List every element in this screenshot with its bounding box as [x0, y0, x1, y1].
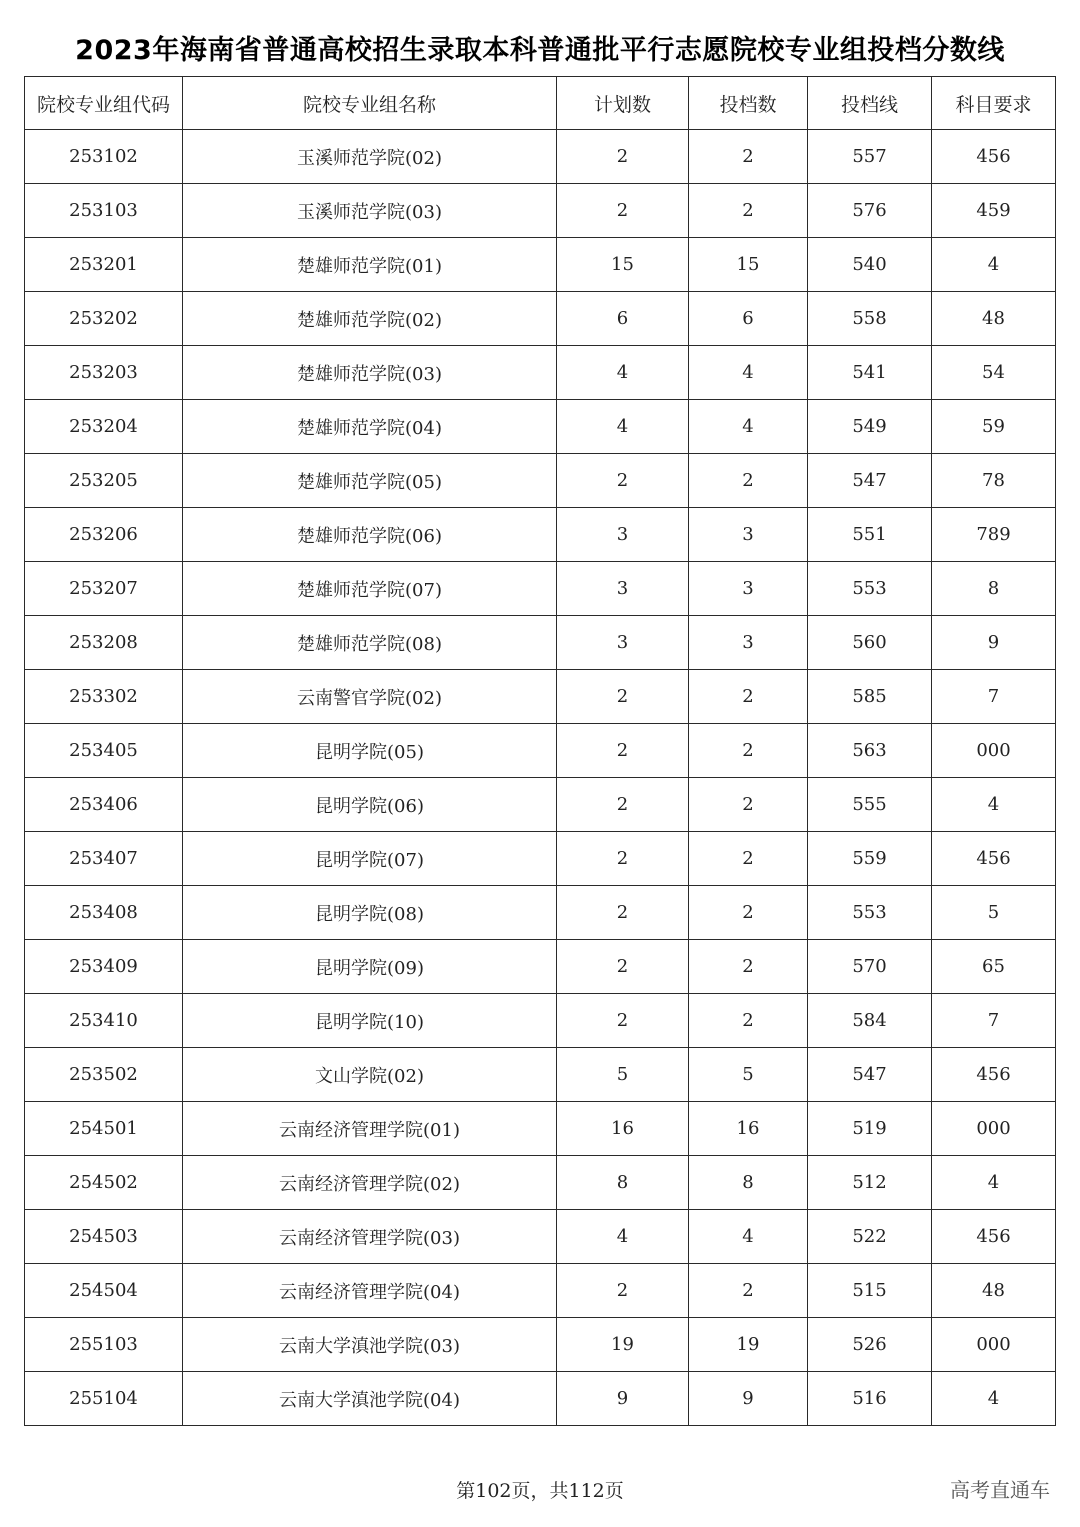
cell-cutoff-score: 540: [808, 238, 932, 292]
cell-submitted-count: 3: [689, 508, 808, 562]
cell-plan-count: 3: [557, 508, 689, 562]
cell-group-name: 昆明学院(10): [183, 994, 557, 1048]
table-row: [25, 886, 1056, 940]
cell-group-name: 云南经济管理学院(02): [183, 1156, 557, 1210]
cell-subject-requirement: 54: [932, 346, 1056, 400]
table-row: [25, 724, 1056, 778]
table-row: [25, 400, 1056, 454]
cell-subject-requirement: 456: [932, 130, 1056, 184]
cell-cutoff-score: 560: [808, 616, 932, 670]
cell-plan-count: 19: [557, 1318, 689, 1372]
cell-group-name: 楚雄师范学院(01): [183, 238, 557, 292]
header-group-name: 院校专业组名称: [183, 77, 557, 130]
cell-plan-count: 5: [557, 1048, 689, 1102]
cell-group-code: 253103: [25, 184, 183, 238]
cell-group-code: 253102: [25, 130, 183, 184]
cell-group-code: 255103: [25, 1318, 183, 1372]
cell-group-code: 254503: [25, 1210, 183, 1264]
cell-submitted-count: 2: [689, 670, 808, 724]
cell-cutoff-score: 551: [808, 508, 932, 562]
admission-score-table: [24, 76, 1056, 1426]
table-row: [25, 778, 1056, 832]
cell-group-code: 253204: [25, 400, 183, 454]
cell-submitted-count: 5: [689, 1048, 808, 1102]
table-row: [25, 1264, 1056, 1318]
cell-plan-count: 4: [557, 346, 689, 400]
cell-cutoff-score: 541: [808, 346, 932, 400]
cell-cutoff-score: 526: [808, 1318, 932, 1372]
cell-subject-requirement: 7: [932, 670, 1056, 724]
cell-plan-count: 9: [557, 1372, 689, 1426]
cell-cutoff-score: 547: [808, 454, 932, 508]
table-row: [25, 1102, 1056, 1156]
cell-plan-count: 2: [557, 994, 689, 1048]
cell-group-name: 玉溪师范学院(02): [183, 130, 557, 184]
cell-subject-requirement: 78: [932, 454, 1056, 508]
cell-subject-requirement: 456: [932, 1210, 1056, 1264]
header-group-code: 院校专业组代码: [25, 77, 183, 130]
cell-subject-requirement: 000: [932, 1102, 1056, 1156]
table-row: [25, 1210, 1056, 1264]
cell-group-name: 楚雄师范学院(02): [183, 292, 557, 346]
cell-subject-requirement: 789: [932, 508, 1056, 562]
watermark: 高考直通车: [950, 1478, 1050, 1502]
cell-plan-count: 8: [557, 1156, 689, 1210]
cell-plan-count: 2: [557, 130, 689, 184]
cell-plan-count: 2: [557, 886, 689, 940]
cell-subject-requirement: 65: [932, 940, 1056, 994]
cell-cutoff-score: 555: [808, 778, 932, 832]
cell-cutoff-score: 584: [808, 994, 932, 1048]
cell-group-code: 254504: [25, 1264, 183, 1318]
table-row: [25, 616, 1056, 670]
cell-group-code: 253202: [25, 292, 183, 346]
cell-subject-requirement: 000: [932, 1318, 1056, 1372]
cell-cutoff-score: 558: [808, 292, 932, 346]
cell-group-name: 云南经济管理学院(01): [183, 1102, 557, 1156]
cell-group-name: 昆明学院(08): [183, 886, 557, 940]
table-row: [25, 130, 1056, 184]
cell-subject-requirement: 4: [932, 1372, 1056, 1426]
cell-submitted-count: 4: [689, 1210, 808, 1264]
cell-subject-requirement: 4: [932, 778, 1056, 832]
page-title: 2023年海南省普通高校招生录取本科普通批平行志愿院校专业组投档分数线: [75, 35, 1005, 66]
cell-group-code: 253410: [25, 994, 183, 1048]
table-row: [25, 1156, 1056, 1210]
cell-group-code: 253406: [25, 778, 183, 832]
cell-subject-requirement: 456: [932, 832, 1056, 886]
cell-group-code: 253502: [25, 1048, 183, 1102]
cell-submitted-count: 2: [689, 130, 808, 184]
cell-plan-count: 2: [557, 724, 689, 778]
cell-group-name: 楚雄师范学院(04): [183, 400, 557, 454]
cell-group-code: 253409: [25, 940, 183, 994]
cell-submitted-count: 15: [689, 238, 808, 292]
cell-group-name: 云南经济管理学院(03): [183, 1210, 557, 1264]
header-submitted-count: 投档数: [689, 77, 808, 130]
cell-cutoff-score: 519: [808, 1102, 932, 1156]
cell-group-code: 254501: [25, 1102, 183, 1156]
cell-plan-count: 2: [557, 940, 689, 994]
cell-submitted-count: 2: [689, 832, 808, 886]
cell-submitted-count: 3: [689, 616, 808, 670]
cell-subject-requirement: 8: [932, 562, 1056, 616]
table-row: [25, 994, 1056, 1048]
cell-cutoff-score: 585: [808, 670, 932, 724]
cell-group-name: 昆明学院(06): [183, 778, 557, 832]
cell-cutoff-score: 553: [808, 886, 932, 940]
cell-group-name: 楚雄师范学院(03): [183, 346, 557, 400]
table-row: [25, 1318, 1056, 1372]
cell-subject-requirement: 9: [932, 616, 1056, 670]
cell-group-code: 253407: [25, 832, 183, 886]
header-subject-requirement: 科目要求: [932, 77, 1056, 130]
table-row: [25, 346, 1056, 400]
cell-plan-count: 15: [557, 238, 689, 292]
cell-group-name: 云南大学滇池学院(03): [183, 1318, 557, 1372]
cell-group-name: 楚雄师范学院(06): [183, 508, 557, 562]
cell-group-name: 楚雄师范学院(07): [183, 562, 557, 616]
cell-cutoff-score: 549: [808, 400, 932, 454]
cell-group-code: 255104: [25, 1372, 183, 1426]
cell-group-name: 玉溪师范学院(03): [183, 184, 557, 238]
cell-submitted-count: 4: [689, 346, 808, 400]
cell-group-code: 253206: [25, 508, 183, 562]
cell-group-code: 253302: [25, 670, 183, 724]
cell-subject-requirement: 459: [932, 184, 1056, 238]
cell-group-name: 云南警官学院(02): [183, 670, 557, 724]
cell-group-name: 昆明学院(09): [183, 940, 557, 994]
cell-submitted-count: 2: [689, 184, 808, 238]
cell-group-code: 253201: [25, 238, 183, 292]
cell-group-code: 253408: [25, 886, 183, 940]
cell-plan-count: 16: [557, 1102, 689, 1156]
cell-plan-count: 3: [557, 616, 689, 670]
table-row: [25, 832, 1056, 886]
cell-cutoff-score: 515: [808, 1264, 932, 1318]
header-plan-count: 计划数: [557, 77, 689, 130]
cell-submitted-count: 19: [689, 1318, 808, 1372]
cell-subject-requirement: 59: [932, 400, 1056, 454]
cell-group-name: 云南大学滇池学院(04): [183, 1372, 557, 1426]
cell-plan-count: 4: [557, 1210, 689, 1264]
table-row: [25, 670, 1056, 724]
cell-plan-count: 2: [557, 670, 689, 724]
table-body: [25, 130, 1056, 1426]
cell-plan-count: 2: [557, 1264, 689, 1318]
cell-submitted-count: 3: [689, 562, 808, 616]
cell-subject-requirement: 7: [932, 994, 1056, 1048]
cell-group-name: 楚雄师范学院(08): [183, 616, 557, 670]
cell-group-name: 文山学院(02): [183, 1048, 557, 1102]
cell-submitted-count: 4: [689, 400, 808, 454]
table-row: [25, 562, 1056, 616]
cell-submitted-count: 2: [689, 454, 808, 508]
cell-cutoff-score: 559: [808, 832, 932, 886]
cell-group-code: 253405: [25, 724, 183, 778]
cell-subject-requirement: 000: [932, 724, 1056, 778]
cell-submitted-count: 2: [689, 724, 808, 778]
cell-submitted-count: 6: [689, 292, 808, 346]
cell-group-code: 253205: [25, 454, 183, 508]
table-row: [25, 454, 1056, 508]
cell-plan-count: 4: [557, 400, 689, 454]
cell-submitted-count: 8: [689, 1156, 808, 1210]
cell-plan-count: 2: [557, 832, 689, 886]
cell-subject-requirement: 4: [932, 1156, 1056, 1210]
cell-plan-count: 6: [557, 292, 689, 346]
cell-plan-count: 3: [557, 562, 689, 616]
cell-plan-count: 2: [557, 184, 689, 238]
table-row: [25, 1048, 1056, 1102]
cell-submitted-count: 2: [689, 994, 808, 1048]
cell-cutoff-score: 512: [808, 1156, 932, 1210]
page-number: 第102页，共112页: [456, 1480, 624, 1502]
cell-cutoff-score: 563: [808, 724, 932, 778]
cell-subject-requirement: 5: [932, 886, 1056, 940]
header-cutoff-score: 投档线: [808, 77, 932, 130]
cell-cutoff-score: 522: [808, 1210, 932, 1264]
cell-subject-requirement: 48: [932, 292, 1056, 346]
cell-group-code: 253203: [25, 346, 183, 400]
cell-submitted-count: 2: [689, 886, 808, 940]
cell-group-code: 253208: [25, 616, 183, 670]
cell-group-code: 253207: [25, 562, 183, 616]
table-header-row: [25, 77, 1056, 130]
cell-group-name: 昆明学院(05): [183, 724, 557, 778]
cell-subject-requirement: 456: [932, 1048, 1056, 1102]
table-row: [25, 238, 1056, 292]
table-row: [25, 940, 1056, 994]
cell-subject-requirement: 4: [932, 238, 1056, 292]
cell-group-name: 云南经济管理学院(04): [183, 1264, 557, 1318]
cell-submitted-count: 16: [689, 1102, 808, 1156]
cell-cutoff-score: 570: [808, 940, 932, 994]
cell-submitted-count: 2: [689, 778, 808, 832]
cell-plan-count: 2: [557, 778, 689, 832]
cell-plan-count: 2: [557, 454, 689, 508]
table-row: [25, 292, 1056, 346]
cell-group-code: 254502: [25, 1156, 183, 1210]
cell-group-name: 昆明学院(07): [183, 832, 557, 886]
cell-submitted-count: 2: [689, 1264, 808, 1318]
cell-cutoff-score: 516: [808, 1372, 932, 1426]
cell-cutoff-score: 576: [808, 184, 932, 238]
table-row: [25, 1372, 1056, 1426]
cell-cutoff-score: 557: [808, 130, 932, 184]
cell-submitted-count: 2: [689, 940, 808, 994]
cell-cutoff-score: 547: [808, 1048, 932, 1102]
cell-subject-requirement: 48: [932, 1264, 1056, 1318]
table-row: [25, 184, 1056, 238]
cell-submitted-count: 9: [689, 1372, 808, 1426]
table-row: [25, 508, 1056, 562]
cell-group-name: 楚雄师范学院(05): [183, 454, 557, 508]
cell-cutoff-score: 553: [808, 562, 932, 616]
